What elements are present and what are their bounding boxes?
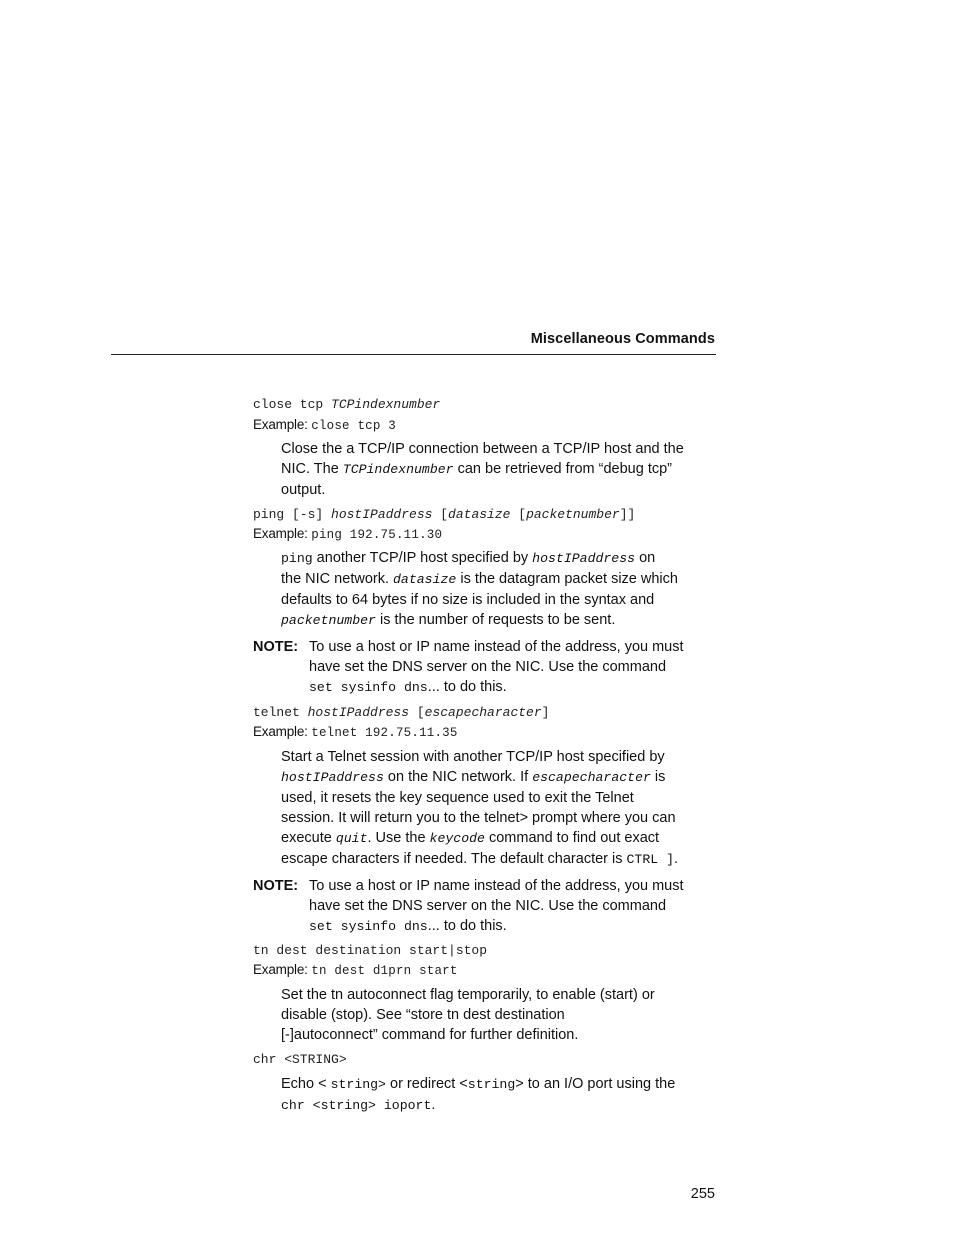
desc-line: disable (stop). See “store tn dest destination [281,1007,565,1023]
chr-description [281,1074,721,1116]
example-code: telnet 192.75.11.35 [311,726,458,740]
desc-line [281,1074,721,1095]
desc-line [281,459,721,480]
desc-code: CTRL ] [626,852,674,867]
tn-dest-description [281,985,721,1045]
desc-text: Echo < [281,1076,331,1092]
note-line: To use a host or IP name instead of the address, you must [309,639,684,655]
desc-text: command to find out exact [484,830,660,846]
ping-example [253,526,442,542]
desc-line [281,828,721,849]
desc-line [281,767,721,788]
telnet-syntax [253,705,549,720]
example-code: tn dest d1prn start [311,964,458,978]
desc-param: hostIPaddress [281,770,384,785]
desc-text: is the number of requests to be sent. [375,612,616,628]
desc-param: TCPindexnumber [342,462,454,477]
desc-text: . [431,1097,436,1113]
syntax-param: hostIPaddress [331,507,433,522]
note-line: have set the DNS server on the NIC. Use the command [309,659,667,675]
syntax-bracket: [ [432,507,449,522]
desc-param: packetnumber [281,613,376,628]
desc-line [281,1095,721,1116]
chr-syntax: chr <STRING> [253,1052,347,1067]
syntax-bracket: [ [510,507,527,522]
telnet-example [253,724,458,740]
desc-line [281,610,721,631]
note-body [309,637,729,698]
desc-line: Start a Telnet session with another TCP/IP host specified by [281,749,665,765]
tn-dest-syntax: tn dest destination start|stop [253,943,488,958]
ping-description [281,548,721,631]
desc-text: on the NIC network. If [383,769,533,785]
telnet-description [281,747,721,870]
syntax-param: TCPindexnumber [331,397,441,412]
syntax-bracket: ] [541,705,550,720]
desc-text: escape characters if needed. The default character is [281,851,627,867]
syntax-param: packetnumber [526,507,620,522]
desc-param: escapecharacter [532,770,651,785]
example-label: Example: [253,724,308,739]
close-tcp-syntax [253,397,440,412]
example-label: Example: [253,417,308,432]
note-label: NOTE: [253,639,299,655]
desc-text: . Use the [367,830,430,846]
note-line: have set the DNS server on the NIC. Use the command [309,898,667,914]
syntax-bracket: [ [409,705,425,720]
desc-line: Set the tn autoconnect flag temporarily, to enable (start) or [281,987,655,1003]
desc-line: used, it resets the key sequence used to exit the Telnet [281,790,634,806]
desc-param: quit [335,831,368,846]
desc-text: > to an I/O port using the [515,1076,676,1092]
desc-text: is [650,769,666,785]
note-line [309,916,729,937]
syntax-command: ping [-s] [253,507,332,522]
example-label: Example: [253,962,308,977]
desc-line [281,548,721,569]
syntax-command: close tcp [253,397,332,412]
desc-line: [-]autoconnect” command for further definition. [281,1027,579,1043]
desc-text: or redirect < [385,1076,468,1092]
desc-line [281,569,721,590]
example-code: close tcp 3 [311,419,396,433]
page-number: 255 [690,1186,715,1202]
desc-line: output. [281,482,326,498]
desc-line [281,849,721,870]
syntax-bracket: ]] [619,507,636,522]
tn-dest-example [253,962,458,978]
syntax-command: telnet [253,705,308,720]
example-code: ping 192.75.11.30 [311,528,443,542]
example-label: Example: [253,526,308,541]
desc-text: another TCP/IP host specified by [312,550,533,566]
desc-line: session. It will return you to the telnet> prompt where you can [281,810,676,826]
desc-param: datasize [393,572,457,587]
running-header-title: Miscellaneous Commands [530,331,715,347]
close-tcp-example [253,417,396,433]
desc-code: chr <string> ioport [281,1098,432,1113]
desc-text: the NIC network. [281,571,394,587]
desc-code: string [467,1077,516,1092]
note-code: set sysinfo dns [309,919,428,934]
note-line [309,677,729,698]
syntax-param: hostIPaddress [307,705,410,720]
note-text: ... to do this. [427,679,507,695]
close-tcp-description [281,439,721,500]
note-text: ... to do this. [427,918,507,934]
desc-text: NIC. The [281,461,343,477]
desc-line: Close the a TCP/IP connection between a TCP/IP host and the [281,441,684,457]
ping-syntax [253,507,635,522]
desc-line: defaults to 64 bytes if no size is included in the syntax and [281,592,655,608]
note-label: NOTE: [253,878,299,894]
desc-code: ping [281,551,313,566]
note-line: To use a host or IP name instead of the address, you must [309,878,684,894]
desc-text: is the datagram packet size which [456,571,678,587]
desc-text: on [635,550,656,566]
desc-param: hostIPaddress [532,551,636,566]
desc-text: can be retrieved from “debug tcp” [453,461,672,477]
desc-code: string> [330,1077,386,1092]
desc-text: . [674,851,679,867]
note-code: set sysinfo dns [309,680,428,695]
syntax-param: escapecharacter [424,705,542,720]
header-rule [111,354,716,355]
syntax-param: datasize [448,507,511,522]
note-body [309,876,729,937]
desc-text: execute [281,830,336,846]
desc-param: keycode [429,831,485,846]
